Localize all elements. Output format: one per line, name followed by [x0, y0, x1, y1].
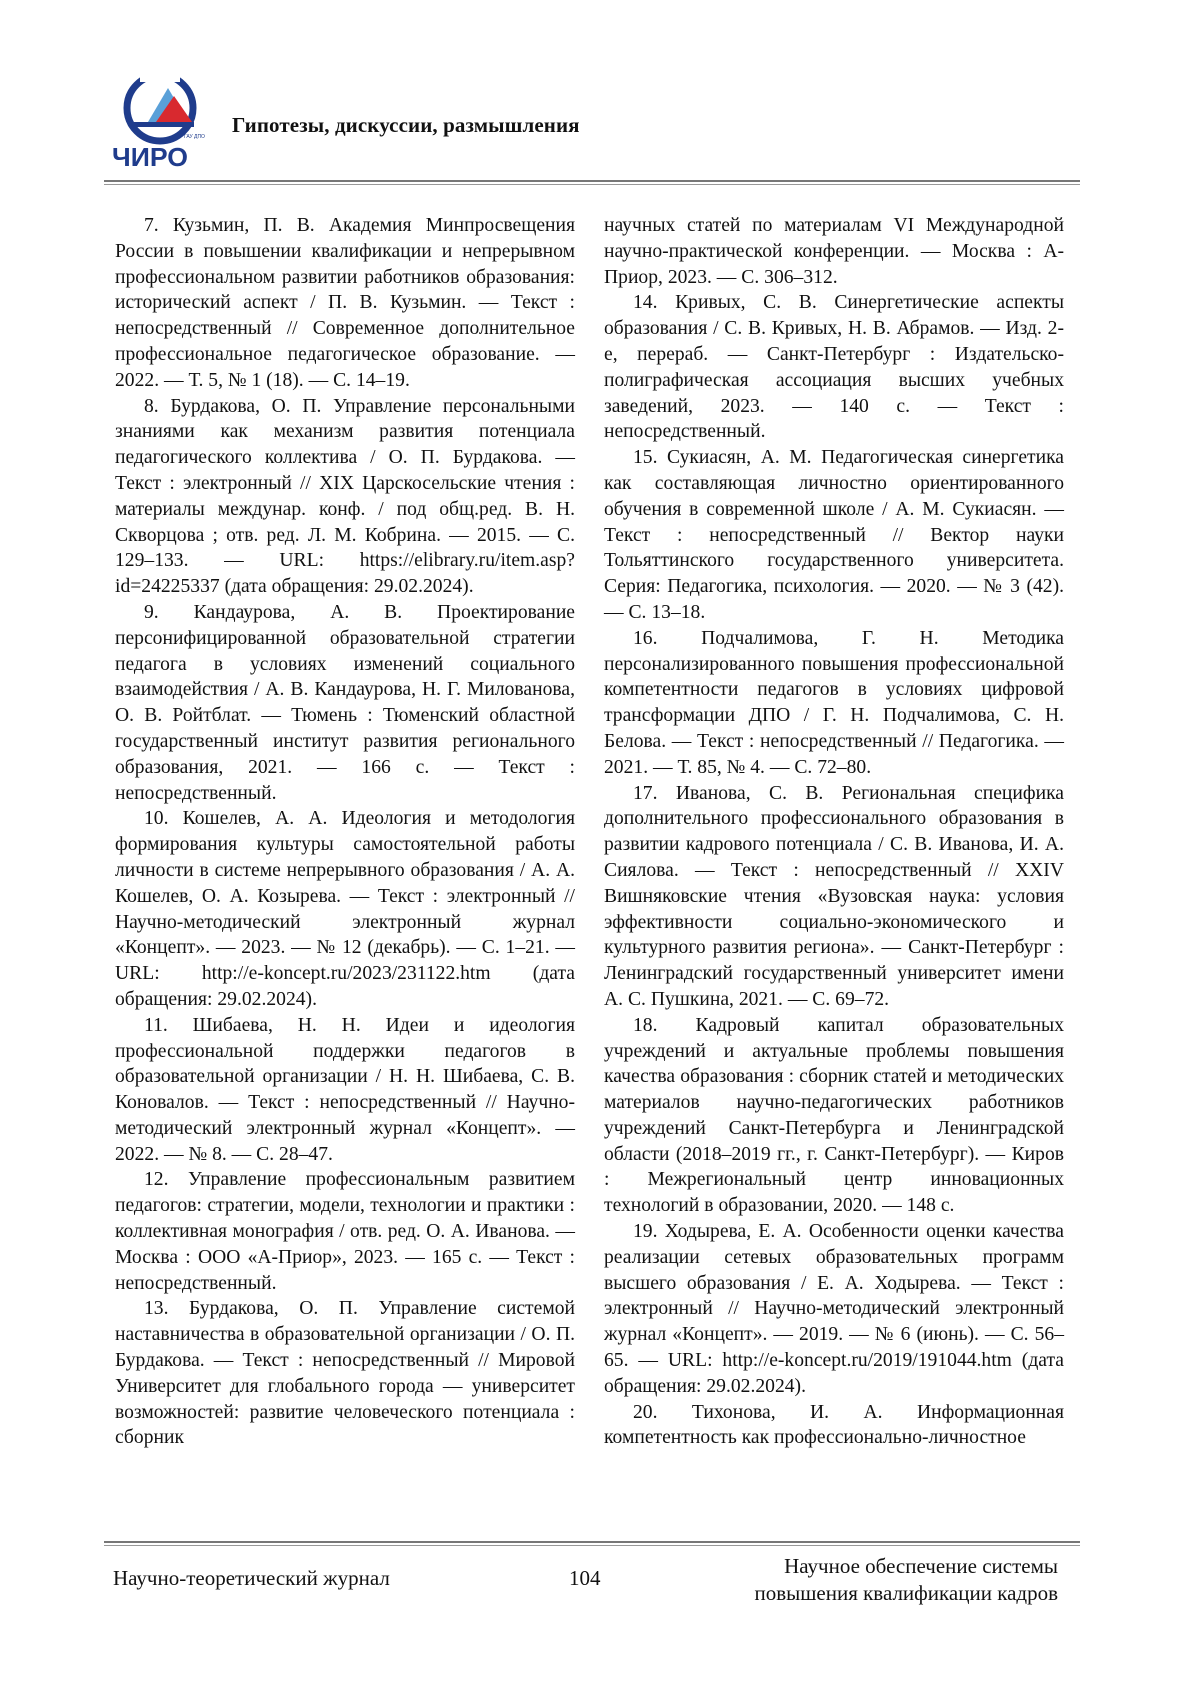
reference-item: 17. Иванова, С. В. Региональная специфика дополнительного профессионального образования в развитии кадрового потенциала / С. В. Иванова, И. А. Сиялова. — Текст : непосредственный // XXIV Вишняковские чтения «Вузовская наука: условия эффективности социально-экономического и культурного развития региона». — Санкт-Петербург : Ленинградский государственный университет имени А. С. Пушкина, 2021. — С. 69–72.	[604, 781, 1064, 1013]
footer-divider	[104, 1541, 1080, 1543]
footer-journal-name-line1: Научное обеспечение системы	[754, 1553, 1058, 1580]
reference-item: 19. Ходырева, Е. А. Особенности оценки качества реализации сетевых образовательных программ высшего образования / Е. А. Ходырева. — Текст : электронный // Научно-методический электронный журнал «Концепт». — 2019. — № 6 (июнь). — С. 56–65. — URL: http://e-koncept.ru/2019/191044.htm (дата обращения: 29.02.2024).	[604, 1219, 1064, 1400]
footer-divider-thin	[104, 1545, 1080, 1546]
reference-item: 8. Бурдакова, О. П. Управление персональными знаниями как механизм развития потенциала педагогического коллектива / О. П. Бурдакова. — Текст : электронный // XIX Царскосельские чтения : материалы междунар. конф. / под общ.ред. В. Н. Скворцова ; отв. ред. Л. М. Кобрина. — 2015. — С. 129–133. — URL: https://elibrary.ru/item.asp?id=24225337 (дата обращения: 29.02.2024).	[115, 394, 575, 600]
logo-base	[132, 122, 194, 127]
logo-small-text: ГАУ ДПО	[184, 134, 205, 140]
reference-continuation: научных статей по материалам VI Международной научно-практической конференции. — Москва : А-Приор, 2023. — С. 306–312.	[604, 213, 1064, 290]
page-number: 104	[569, 1566, 601, 1591]
reference-item: 16. Подчалимова, Г. Н. Методика персонализированного повышения профессиональной компетентности педагогов в условиях цифровой трансформации ДПО / Г. Н. Подчалимова, С. Н. Белова. — Текст : непосредственный // Педагогика. — 2021. — Т. 85, № 4. — С. 72–80.	[604, 626, 1064, 781]
section-title: Гипотезы, дискуссии, размышления	[232, 113, 580, 138]
reference-item: 18. Кадровый капитал образовательных учреждений и актуальные проблемы повышения качества образования : сборник статей и методических материалов научно-педагогических работников учреждений Санкт-Петербурга и Ленинградской области (2018–2019 гг., г. Санкт-Петербург). — Киров : Межрегиональный центр инновационных технологий в образовании, 2020. — 148 с.	[604, 1013, 1064, 1219]
reference-item: 14. Кривых, С. В. Синергетические аспекты образования / С. В. Кривых, Н. В. Абрамов. — Изд. 2-е, перераб. — Санкт-Петербург : Издательско-полиграфическая ассоциация высших учебных заведений, 2023. — 140 с. — Текст : непосредственный.	[604, 290, 1064, 445]
logo-text: ЧИРО	[112, 142, 188, 172]
reference-item: 12. Управление профессиональным развитием педагогов: стратегии, модели, технологии и практики : коллективная монография / отв. ред. О. А. Иванова. — Москва : ООО «А-Приор», 2023. — 165 с. — Текст : непосредственный.	[115, 1167, 575, 1296]
footer-journal-type: Научно-теоретический журнал	[113, 1566, 390, 1591]
reference-item: 9. Кандаурова, А. В. Проектирование персонифицированной образовательной стратегии педагога в условиях изменений социального взаимодействия / А. В. Кандаурова, Н. Г. Милованова, О. В. Ройтблат. — Тюмень : Тюменский областной государственный институт развития регионального образования, 2021. — 166 с. — Текст : непосредственный.	[115, 600, 575, 806]
references-column-right	[604, 213, 1064, 1451]
header-divider	[104, 180, 1080, 182]
header-divider-thin	[104, 184, 1080, 185]
footer-journal-name	[754, 1553, 1058, 1607]
reference-item: 20. Тихонова, И. А. Информационная компетентность как профессионально-личностное	[604, 1400, 1064, 1452]
reference-item: 11. Шибаева, Н. Н. Идеи и идеология профессиональной поддержки педагогов в образовательной организации / Н. Н. Шибаева, С. В. Коновалов. — Текст : непосредственный // Научно-методический электронный журнал «Концепт». — 2022. — № 8. — С. 28–47.	[115, 1013, 575, 1168]
reference-item: 7. Кузьмин, П. В. Академия Минпросвещения России в повышении квалификации и непрерывном профессиональном развитии работников образования: исторический аспект / П. В. Кузьмин. — Текст : непосредственный // Современное дополнительное профессиональное педагогическое образование. — 2022. — Т. 5, № 1 (18). — С. 14–19.	[115, 213, 575, 394]
footer-journal-name-line2: повышения квалификации кадров	[754, 1580, 1058, 1607]
references-column-left	[115, 213, 575, 1451]
reference-item: 10. Кошелев, А. А. Идеология и методология формирования культуры самостоятельной работы личности в системе непрерывного образования / А. А. Кошелев, О. А. Козырева. — Текст : электронный // Научно-методический электронный журнал «Концепт». — 2023. — № 12 (декабрь). — С. 1–21. — URL: http://e-koncept.ru/2023/231122.htm (дата обращения: 29.02.2024).	[115, 806, 575, 1012]
chiro-logo	[112, 70, 208, 174]
reference-item: 13. Бурдакова, О. П. Управление системой наставничества в образовательной организации / О. П. Бурдакова. — Текст : непосредственный // Мировой Университет для глобального города — университет возможностей: развитие человеческого потенциала : сборник	[115, 1296, 575, 1451]
reference-item: 15. Сукиасян, А. М. Педагогическая синергетика как составляющая личностно ориентированного обучения в современной школе / А. М. Сукиасян. — Текст : непосредственный // Вектор науки Тольяттинского государственного университета. Серия: Педагогика, психология. — 2020. — № 3 (42). — С. 13–18.	[604, 445, 1064, 626]
logo-ring-gap	[140, 70, 180, 82]
